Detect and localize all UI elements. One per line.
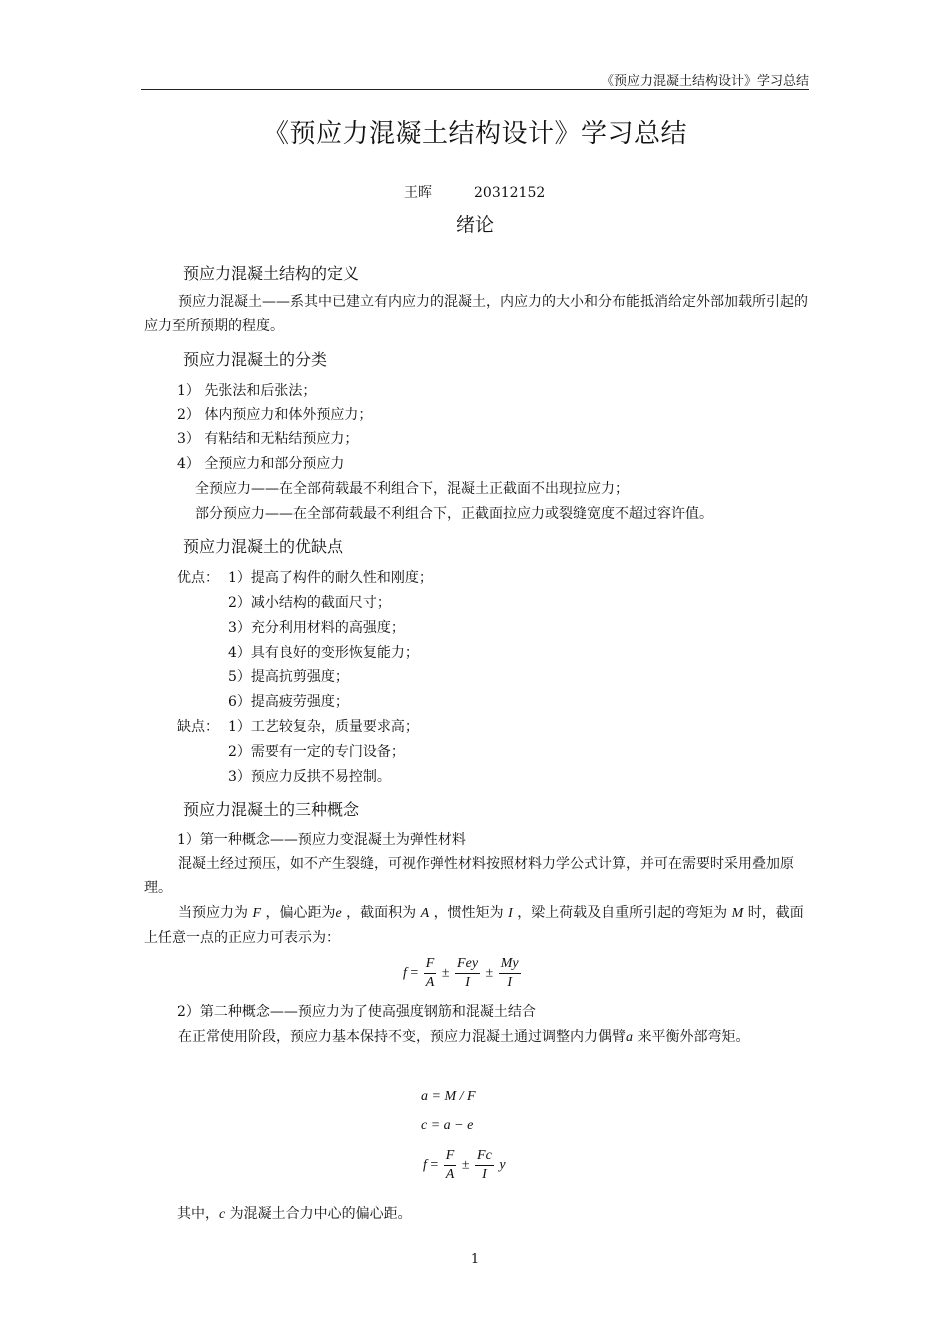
eq-symbol: f (403, 965, 407, 981)
list-item: 4） 全预应力和部分预应力 (177, 456, 345, 472)
list-item: 1）工艺较复杂，质量要求高； (228, 719, 419, 735)
eq-symbol: f (423, 1157, 427, 1173)
list-item: 3） 有粘结和无粘结预应力； (177, 431, 359, 447)
equation-1 (403, 955, 523, 992)
concept-2-paragraph (144, 1025, 812, 1050)
eq-symbol: y (499, 1157, 506, 1173)
equation-4 (423, 1147, 506, 1184)
symbol: F (252, 906, 262, 921)
symbol: A (420, 906, 430, 921)
pros-label: 优点： (177, 570, 219, 586)
list-item: 5）提高抗剪强度； (228, 669, 349, 685)
fraction (455, 955, 480, 992)
concept-1-paragraph: 混凝土经过预压，如不产生裂缝，可视作弹性材料按照材料力学公式计算，并可在需要时采用叠加原理。 (144, 856, 794, 896)
denominator: I (507, 975, 512, 990)
section-heading-definition: 预应力混凝土结构的定义 (183, 264, 360, 283)
document-title: 《预应力混凝土结构设计》学习总结 (262, 119, 687, 149)
numerator: F (444, 1147, 457, 1166)
text-run: 当预应力为 (178, 905, 248, 921)
list-item: 6）提高疲劳强度； (228, 694, 349, 710)
section-heading-concepts: 预应力混凝土的三种概念 (183, 800, 360, 819)
eq-operator: = (410, 965, 419, 981)
fraction (499, 955, 521, 992)
eq-operator: ± (441, 965, 450, 981)
numerator: Fc (475, 1147, 494, 1166)
text-run: 其中， (177, 1206, 219, 1222)
running-header: 《预应力混凝土结构设计》学习总结 (600, 74, 809, 89)
list-item: 2） 体内预应力和体外预应力； (177, 407, 373, 423)
student-id: 20312152 (474, 185, 546, 201)
list-item: 1） 先张法和后张法； (177, 383, 317, 399)
section-heading-classification: 预应力混凝土的分类 (183, 350, 328, 369)
denominator: A (425, 975, 435, 990)
text-run: 为混凝土合力中心的偏心距。 (229, 1206, 412, 1222)
list-item: 3）预应力反拱不易控制。 (228, 769, 391, 785)
symbol: I (508, 906, 513, 921)
text-run: ，截面积为 (346, 905, 417, 921)
cons-label: 缺点： (177, 719, 219, 735)
symbol: a (626, 1030, 633, 1045)
text-run: 来平衡外部弯矩。 (637, 1029, 750, 1045)
equation-2: a = M / F (421, 1089, 476, 1104)
denominator: A (445, 1167, 455, 1182)
section-heading-pros-cons: 预应力混凝土的优缺点 (183, 537, 344, 556)
list-item: 4）具有良好的变形恢复能力； (228, 645, 419, 661)
text-run: ，惯性矩为 (433, 905, 504, 921)
page-number: 1 (470, 1252, 480, 1267)
fraction (475, 1147, 494, 1184)
numerator: My (499, 955, 521, 974)
eq-operator: = (430, 1157, 439, 1173)
partial-prestress-definition: 部分预应力——在全部荷载最不利组合下，正截面拉应力或裂缝宽度不超过容许值。 (195, 506, 713, 522)
fraction (424, 955, 437, 992)
text-run: ，偏心距为 (265, 905, 336, 921)
symbol: c (219, 1207, 226, 1222)
author-name: 王晖 (404, 185, 432, 201)
concept-1-formula-intro (144, 901, 812, 950)
symbol: M (731, 906, 744, 921)
list-item: 2）需要有一定的专门设备； (228, 744, 405, 760)
eq-operator: ± (461, 1157, 470, 1173)
denominator: I (482, 1167, 487, 1182)
list-item: 1）提高了构件的耐久性和刚度； (228, 570, 433, 586)
denominator: I (465, 975, 470, 990)
list-item: 3）充分利用材料的高强度； (228, 620, 405, 636)
author-line (404, 182, 545, 202)
text-run: 时，截面上任意一点的正应力可表示为： (144, 905, 804, 946)
text-run: 在正常使用阶段，预应力基本保持不变，预应力混凝土通过调整内力偶臂 (178, 1029, 626, 1045)
symbol: e (335, 906, 342, 921)
fraction (444, 1147, 457, 1184)
numerator: Fey (455, 955, 480, 974)
text-run: ，梁上荷载及自重所引起的弯矩为 (517, 905, 728, 921)
equation-3: c = a − e (421, 1118, 474, 1133)
chapter-heading: 绪论 (455, 214, 494, 236)
concept-2-title: 2）第二种概念——预应力为了使高强度钢筋和混凝土结合 (177, 1004, 536, 1020)
eccentricity-note (177, 1203, 412, 1223)
full-prestress-definition: 全预应力——在全部荷载最不利组合下，混凝土正截面不出现拉应力； (195, 481, 629, 497)
list-item: 2）减小结构的截面尺寸； (228, 595, 391, 611)
definition-paragraph: 预应力混凝土——系其中已建立有内应力的混凝土，内应力的大小和分布能抵消给定外部加载所引起的应力至所预期的程度。 (144, 294, 808, 334)
concept-1-title: 1）第一种概念——预应力变混凝土为弹性材料 (177, 832, 466, 848)
eq-operator: ± (485, 965, 494, 981)
numerator: F (424, 955, 437, 974)
header-rule (141, 89, 809, 90)
